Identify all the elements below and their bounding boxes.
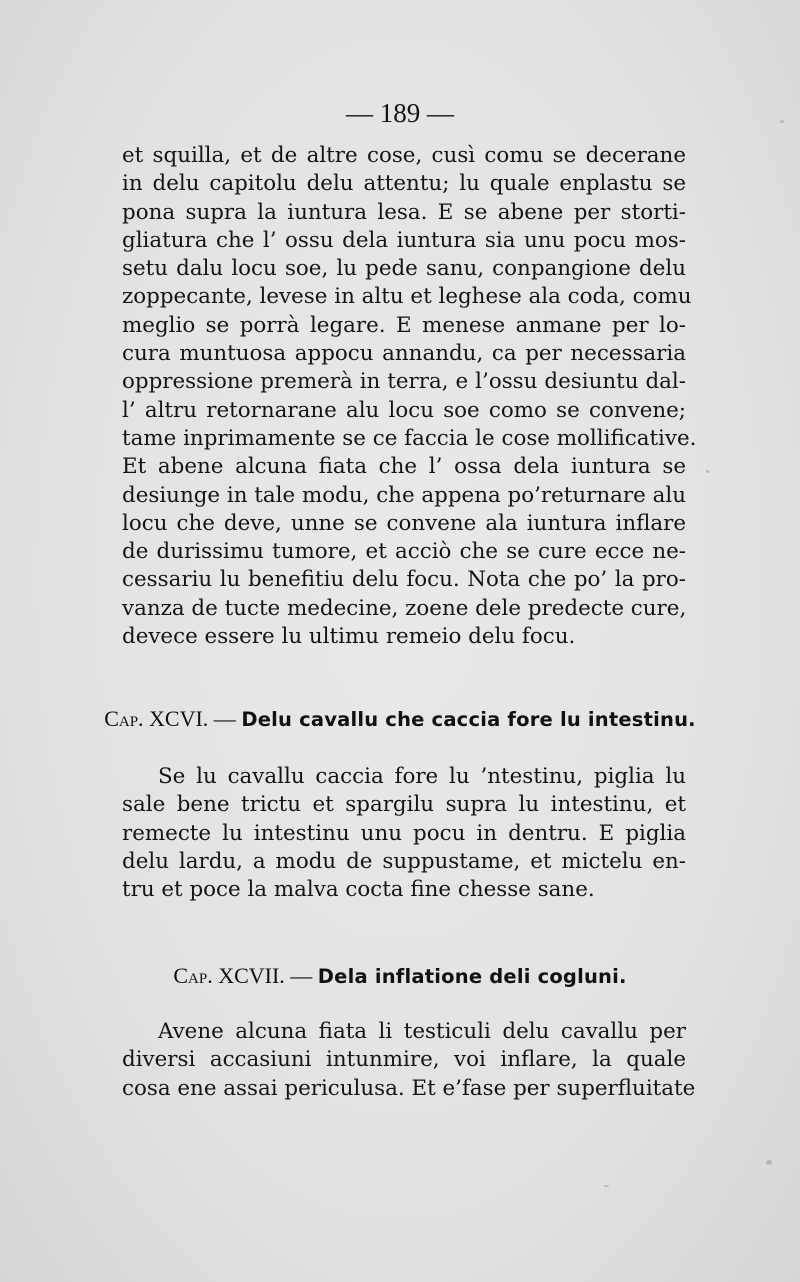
paragraph-1 [122,142,697,651]
paper-speck [706,470,709,473]
text-line: vanza de tucte medecine, zoene dele predecte cure, [122,595,687,621]
paragraph-3 [122,1018,696,1103]
text-line: oppressione premerà in terra, e l’ossu desiuntu dal- [122,369,686,395]
text-line: cessariu lu benefitiu delu focu. Nota che po’ la pro- [122,567,686,593]
text-line: remecte lu intestinu unu pocu in dentru. E piglia [122,820,686,846]
text-line: locu che deve, unne se convene ala iuntura inflare [122,510,686,536]
paper-speck [780,120,784,123]
text-line: meglio se porrà legare. E menese anmane per lo- [122,312,686,338]
chapter-number: Cap. XCVI. — [104,706,236,731]
text-line: in delu capitolu delu attentu; lu quale enplastu se [122,171,686,197]
text-line: Avene alcuna fiata li testiculi delu cavallu per [158,1019,686,1044]
text-line: l’ altru retornarane alu locu soe como se convene; [122,397,686,423]
text-line: tru et poce la malva cocta fine chesse sane. [122,877,595,903]
chapter-title: Dela inflatione deli cogluni. [317,965,627,988]
chapter-number: Cap. XCVII. — [173,963,313,988]
text-line: zoppecante, levese in altu et leghese ala coda, comu [122,284,692,310]
chapter-title: Delu cavallu che caccia fore lu intestinu. [241,708,696,731]
text-line: setu dalu locu soe, lu pede sanu, conpangione delu [122,256,686,282]
text-line: delu lardu, a modu de suppustame, et mictelu en- [122,848,686,874]
text-line: Se lu cavallu caccia fore lu ’ntestinu, piglia lu [158,764,686,789]
text-line: sale bene trictu et spargilu supra lu intestinu, et [122,792,686,818]
text-line: devece essere lu ultimu remeio delu focu. [122,624,576,650]
text-line: et squilla, et de altre cose, cusì comu se decerane [122,143,686,168]
text-line: pona supra la iuntura lesa. E se abene per storti- [122,199,686,225]
text-line: desiunge in tale modu, che appena po’returnare alu [122,482,686,508]
page-number: — 189 — [346,98,454,128]
chapter-heading-xcvi [0,706,800,732]
text-line: Et abene alcuna fiata che l’ ossa dela iuntura se [122,454,686,480]
paper-speck [766,1160,772,1165]
text-line: cosa ene assai periculusa. Et e’fase per superfluitate [122,1075,696,1101]
paragraph-2 [122,763,686,904]
text-line: cura muntuosa appocu annandu, ca per necessaria [122,341,686,367]
paper-speck [604,1185,609,1187]
text-line: de durissimu tumore, et acciò che se cure ecce ne- [122,539,686,565]
text-line: diversi accasiuni intunmire, voi inflare, la quale [122,1047,686,1073]
chapter-heading-xcvii [0,963,800,989]
text-line: tame inprimamente se ce faccia le cose mollificative. [122,425,697,451]
text-line: gliatura che l’ ossu dela iuntura sia unu pocu mos- [122,227,686,253]
